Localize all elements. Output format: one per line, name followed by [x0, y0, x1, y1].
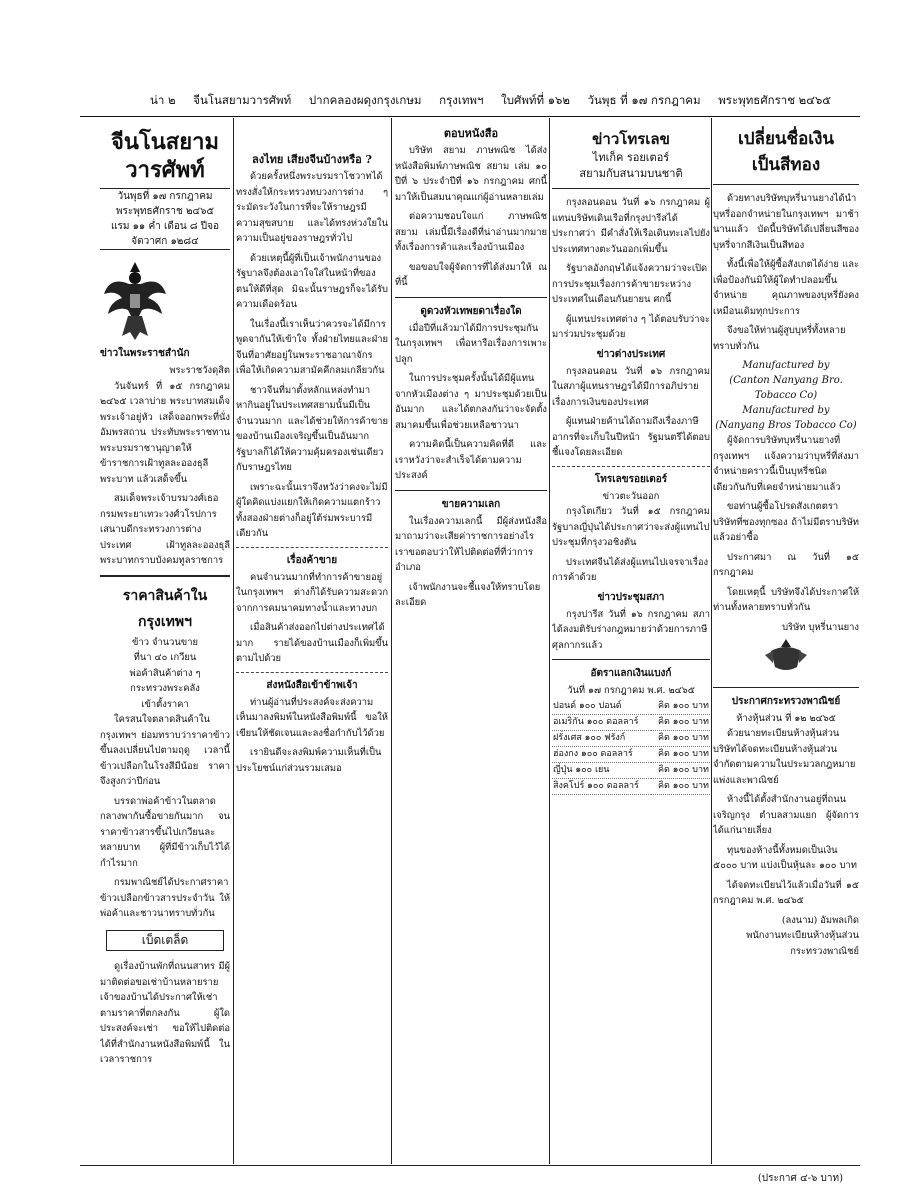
manufacturer-label-2: Manufactured by — [742, 405, 830, 416]
exchange-rate-value: คิด ๑๐๐ บาท — [651, 714, 710, 730]
continued-note: (ประกาศ ๔-๖ บาท) — [757, 1173, 843, 1184]
reply-paragraph: ต่อความชอบใจแก่ ภาษพณิช สยาม เล่มนี้มีเรื่องดีที่น่าอ่านมากมาย ทั้งเรื่องการค้าและเรื่องบ้านเมือง — [395, 211, 547, 253]
exchange-rate-label: ญี่ปุ่น ๑๐๐ เยน — [552, 762, 651, 778]
column-2 — [236, 150, 388, 1164]
ministry-notice-paragraph: ห้างนี้ได้ตั้งสำนักงานอยู่ที่ถนนเจริญกรุง ตำบลสามแยก ผู้จัดการได้แก่นายเลี่ยง — [713, 794, 859, 836]
ad-paragraph: จึงขอให้ท่านผู้สูบบุหรี่ทั้งหลายทราบทั่วกัน — [713, 325, 846, 352]
letters-heading: ส่งหนังสือเข้าข้าพเจ้า — [266, 679, 358, 691]
section-rule — [236, 547, 388, 548]
exchange-rate-row — [552, 730, 710, 746]
column-1 — [100, 120, 230, 1164]
exchange-rate-row — [552, 714, 710, 730]
section-rule — [100, 575, 230, 577]
letters-paragraph: เรายินดีจะลงพิมพ์ความเห็นที่เป็นประโยชน์แก่ส่วนรวมเสมอ — [236, 747, 382, 774]
exchange-rate-label: สิงคโปร์ ๑๐๐ ดอลลาร์ — [552, 778, 651, 794]
notice-box-title: เบ็ดเตล็ด — [106, 930, 224, 952]
paper-name: จีนโนสยามวารศัพท์ — [193, 93, 292, 107]
ministry-notice-paragraph: ด้วยนายทะเบียนห้างหุ้นส่วนบริษัทได้จดทะเบียนห้างหุ้นส่วนจำกัดตามความในประมวลกฎหมายแพ่งและพาณิชย์ — [713, 728, 856, 786]
article-heading-3: ขายความเลก — [441, 498, 501, 510]
dateline: วันพุธที่ ๑๗ กรกฎาคม พระพุทธศักราช ๒๔๖๕ — [115, 191, 215, 217]
lunar-dateline: แรม ๑๑ ค่ำ เดือน ๘ ปีจอ จัตวาศก ๑๒๘๔ — [100, 219, 230, 250]
market-body: ใครสนใจตลาดสินค้าในกรุงเทพฯ ย่อมทราบว่าราคาข้าวขึ้นลงเปลี่ยนไปตามฤดู เวลานี้ข้าวเปลือกในโรงสีมีน้อย ราคาจึงสูงกว่าปีก่อน — [100, 714, 230, 787]
assembly-heading: ข่าวประชุมสภา — [597, 591, 665, 603]
column-4 — [552, 120, 710, 1164]
reply-heading: ตอบหนังสือ — [443, 127, 499, 140]
foreign-news-paragraph: กรุงลอนดอน วันที่ ๑๖ กรกฎาคม ในสภาผู้แทนราษฎรได้มีการอภิปรายเรื่องการเงินของประเทศ — [552, 365, 710, 408]
market-body-3: กรมพาณิชย์ได้ประกาศราคาข้าวเปลือกข้าวสารประจำวัน ให้พ่อค้าและชาวนาทราบทั่วกัน — [100, 877, 230, 919]
signature-title: พนักงานทะเบียนห้างหุ้นส่วน — [746, 930, 859, 941]
court-news-body: วันจันทร์ ที่ ๑๕ กรกฎาคม ๒๔๖๕ เวลาบ่าย พระบาทสมเด็จพระเจ้าอยู่หัว เสด็จออกพระที่นั่งอัมพรสถาน ประทับพระราชทานพระบรมราชานุญาตให้ข้าราชการเฝ้าทูลละอองธุลีพระบาท แล้วเสด็จขึ้น — [100, 380, 230, 485]
ad-paragraph: โดยเหตุนี้ บริษัทจึงได้ประกาศให้ท่านทั้งหลายทราบทั่วกัน — [713, 586, 859, 613]
article-paragraph: เมื่อปีที่แล้วมาได้มีการประชุมกันในกรุงเทพฯ เพื่อหารือเรื่องการเพาะปลูก — [395, 322, 547, 365]
trade-paragraph: คนจำนวนมากที่ทำการค้าขายอยู่ในกรุงเทพฯ ต่างก็ได้รับความสะดวกจากการคมนาคมทางน้ำและทางบก — [236, 571, 388, 614]
editorial-paragraph: ด้วยครั้งหนึ่งพระบรมราโชวาทได้ทรงสั่งให้กระทรวงทบวงการต่าง ๆ ระมัดระวังในการที่จะให้ราษฎรมีความสุขสบาย และได้ทรงห่วงใยในความเป็นอยู่ของราษฎรทั่วไป — [236, 171, 388, 244]
editorial-paragraph: ในเรื่องนี้เราเห็นว่าควรจะได้มีการพูดจากันให้เข้าใจ ทั้งฝ่ายไทยและฝ่ายจีนที่อาศัยอยู่ในพระราชอาณาจักร เพื่อให้เกิดความสามัคคีกลมเกลียวกัน — [236, 318, 388, 376]
section-rule — [713, 184, 859, 185]
column-rule — [711, 118, 712, 1164]
exchange-rate-value: คิด ๑๐๐ บาท — [651, 730, 710, 746]
crest-icon — [761, 635, 811, 675]
reuters-sub: ข่าวตะวันออก — [602, 490, 660, 502]
column-3 — [395, 120, 547, 1164]
exchange-rates-date: วันที่ ๑๗ กรกฎาคม พ.ศ. ๒๔๖๕ — [567, 685, 695, 696]
assembly-paragraph: กรุงปารีส วันที่ ๑๖ กรกฎาคม สภาได้ลงมติรับร่างกฎหมายว่าด้วยการภาษีศุลกากรแล้ว — [552, 608, 710, 651]
exchange-rate-value: คิด ๑๐๐ บาท — [651, 746, 710, 762]
exchange-rate-label: ปอนด์ ๑๐๐ ปอนด์ — [552, 699, 651, 715]
article-paragraph: เจ้าพนักงานจะชี้แจงให้ทราบโดยละเอียด — [395, 581, 541, 608]
section-rule — [552, 466, 710, 467]
telegram-heading: ข่าวโทรเลข — [592, 130, 670, 148]
foreign-news-heading: ข่าวต่างประเทศ — [596, 348, 666, 360]
exchange-rate-row — [552, 762, 710, 778]
section-rule — [395, 297, 547, 298]
manufacturer-name-2: (Nanyang Bros Tobacco Co) — [715, 420, 857, 431]
market-heading: ราคาสินค้าในกรุงเทพฯ — [122, 587, 208, 630]
section-rule — [552, 188, 710, 189]
column-rule — [549, 118, 550, 1164]
reuters-paragraph: ประเทศจีนได้ส่งผู้แทนไปเจรจาเรื่องการค้าด้วย — [552, 556, 709, 583]
crest-block — [713, 635, 859, 681]
section-rule — [236, 672, 388, 673]
column-5 — [713, 120, 859, 1164]
market-line: ข้าว จำนวนขาย — [132, 636, 198, 648]
masthead: จีนโนสยาม วารศัพท์ — [100, 128, 230, 189]
signature-title-2: กระทรวงพาณิชย์ — [790, 945, 859, 957]
reuters-paragraph: กรุงโตเกียว วันที่ ๑๕ กรกฎาคม รัฐบาลญี่ปุ่นได้ประกาศว่าจะส่งผู้แทนไปประชุมที่กรุงวอชิงตัน — [552, 506, 710, 548]
ministry-notice-paragraph: ได้จดทะเบียนไว้แล้วเมื่อวันที่ ๑๕ กรกฎาคม พ.ศ. ๒๔๖๕ — [713, 879, 859, 906]
telegram-paragraph: กรุงลอนดอน วันที่ ๑๖ กรกฎาคม ผู้แทนบริษัทเดินเรือที่กรุงปารีสได้ประกาศว่า มีคำสั่งให้เรือเดินทะเลไปยังประเทศทางตะวันออกเพิ่มขึ้น — [552, 197, 710, 255]
reply-paragraph: บริษัท สยาม ภาษพณิช ได้ส่งหนังสือพิมพ์ภาษพณิช สยาม เล่ม ๑๐ ปีที่ ๖ ประจำปีที่ ๑๖ กรกฎาคม ศกนี้มาให้เป็นสมนาคุณแก่ผู้อ่านหลายเล่ม — [395, 145, 547, 203]
market-body-2: บรรดาพ่อค้าข้าวในตลาดกลางพากันซื้อขายกันมาก จนราคาข้าวสารขึ้นไปเกวียนละหลายบาท ผู้ที่มีข้าวเก็บไว้ได้กำไรมาก — [100, 795, 230, 869]
notice-body: ดูเรื่องบ้านพักที่ถนนสาทร มีผู้มาติดต่อขอเช่าบ้านหลายราย เจ้าของบ้านได้ประกาศให้เช่าตามราคาที่ตกลงกัน ผู้ใดประสงค์จะเช่า ขอให้ไปติดต่อได้ที่สำนักงานหนังสือพิมพ์นี้ ในเวลาราชการ — [100, 961, 230, 1065]
garuda-emblem-icon — [100, 254, 170, 344]
exchange-rate-label: อเมริกัน ๑๐๐ ดอลลาร์ — [552, 714, 651, 730]
editorial-heading: ลงไทย เสียงจีนบ้างหรือ ? — [252, 153, 372, 166]
page-number: น่า ๒ — [150, 93, 176, 107]
signature: (ลงนาม) อัมพลเกิด — [781, 914, 859, 926]
section-rule — [552, 659, 710, 660]
ad-heading-2: เป็นสีทอง — [751, 155, 821, 175]
editorial-paragraph: ชาวจีนที่มาตั้งหลักแหล่งทำมาหากินอยู่ในประเทศสยามนั้นมีเป็นจำนวนมาก และได้ช่วยให้การค้าขายของบ้านเมืองเจริญขึ้นเป็นอันมาก รัฐบาลก็ได้ให้ความคุ้มครองเช่นเดียวกับราษฎรไทย — [236, 384, 388, 473]
exchange-rate-row — [552, 699, 710, 715]
article-paragraph: ในเรื่องความเลกนี้ มีผู้ส่งหนังสือมาถามว่าจะเสียค่าราชการอย่างไร เราขอตอบว่าให้ไปติดต่อที่ที่ว่าการอำเภอ — [395, 515, 547, 573]
ad-paragraph: ผู้จัดการบริษัทบุหรี่นานยางที่กรุงเทพฯ แจ้งความว่าบุหรี่ที่ส่งมาจำหน่ายคราวนี้เป็นบุหรี่ชนิดเดียวกันกับที่เคยจำหน่ายมาแล้ว — [713, 435, 859, 493]
exchange-rate-row — [552, 746, 710, 762]
exchange-rate-value: คิด ๑๐๐ บาท — [651, 699, 710, 715]
column-rule — [233, 118, 234, 1164]
reply-paragraph: ขอขอบใจผู้จัดการที่ได้ส่งมาให้ ณ ที่นี้ — [395, 261, 547, 288]
market-line: กระทรวงพระคลัง — [130, 683, 200, 694]
telegram-agency-2: สยามกับสนามบนชาติ — [579, 167, 683, 180]
column-rule — [391, 118, 392, 1164]
office-address: ปากคลองผดุงกรุงเกษม — [308, 93, 422, 107]
editorial-paragraph: ด้วยเหตุนี้ผู้ที่เป็นเจ้าพนักงานของรัฐบาลจึงต้องเอาใจใส่ในหน้าที่ของตนให้ดีที่สุด มิฉะนั้นราษฎรก็จะได้รับความเดือดร้อน — [236, 252, 388, 310]
manufacturer-label: Manufactured by — [742, 360, 830, 371]
issue-number: ใบศัพท์ที่ ๑๖๒ — [501, 93, 570, 107]
court-news-heading: ข่าวในพระราชสำนัก — [100, 348, 190, 359]
telegram-paragraph: รัฐบาลอังกฤษได้แจ้งความว่าจะเปิดการประชุมเรื่องการค้าขายระหว่างประเทศในเดือนกันยายน ศกนี้ — [552, 263, 708, 305]
market-line: พ่อค้าสินค้าต่าง ๆ — [129, 667, 201, 679]
article-paragraph: ในการประชุมครั้งนั้นได้มีผู้แทนจากหัวเมืองต่าง ๆ มาประชุมด้วยเป็นอันมาก และได้ตกลงกันว่าจะจัดตั้งสมาคมขึ้นเพื่อช่วยเหลือชาวนา — [395, 373, 547, 431]
section-rule — [395, 490, 547, 491]
exchange-rates-heading: อัตราแลกเงินแบงก์ — [590, 668, 672, 679]
exchange-rate-row — [552, 778, 710, 794]
section-rule — [713, 687, 859, 688]
emblem-block — [100, 254, 230, 344]
ad-heading: เปลี่ยนชื่อเงิน — [737, 129, 835, 149]
trade-heading: เรื่องค้าขาย — [286, 554, 338, 566]
ad-paragraph: ประกาศมา ณ วันที่ ๑๕ กรกฎาคม — [713, 551, 859, 578]
trade-paragraph: เมื่อสินค้าส่งออกไปต่างประเทศได้มาก รายได้ของบ้านเมืองก็เพิ่มขึ้นตามไปด้วย — [236, 622, 388, 664]
exchange-rates-table — [552, 699, 710, 795]
company-signature: บริษัท บุหรี่นานยาง — [782, 621, 859, 633]
reuters-heading: โทรเลขรอยเตอร์ — [594, 473, 668, 485]
ministry-notice-sub: ห้างหุ้นส่วน ที่ ๑๒ ๒๔๖๕ — [736, 712, 836, 724]
manufacturer-name: (Canton Nanyang Bro. Tobacco Co) — [729, 375, 843, 401]
exchange-rate-label: ฮ่องกง ๑๐๐ ดอลลาร์ — [552, 746, 651, 762]
running-header — [150, 92, 840, 112]
ad-paragraph: ด้วยทางบริษัทบุหรี่นานยางได้นำบุหรี่ออกจำหน่ายในกรุงเทพฯ มาช้านานแล้ว บัดนี้บริษัทได้เปลี่ยนสีซองบุหรี่จากสีเงินเป็นสีทอง — [713, 193, 859, 251]
article-heading: ดูดวงหัวเทพยดาเรื่องใด — [420, 305, 522, 317]
header-year: พระพุทธศักราช ๒๔๖๕ — [718, 93, 831, 107]
exchange-rate-value: คิด ๑๐๐ บาท — [651, 778, 710, 794]
telegram-agency: ไทเก็ค รอยเตอร์ — [592, 151, 670, 164]
telegram-paragraph: ผู้แทนประเทศต่าง ๆ ได้ตอบรับว่าจะมาร่วมประชุมด้วย — [552, 313, 710, 340]
court-news-sub: พระราชวังดุสิต — [169, 365, 230, 376]
bottom-rule — [80, 1165, 860, 1166]
header-rule — [80, 116, 860, 117]
ministry-notice-paragraph: ทุนของห้างนี้ทั้งหมดเป็นเงิน ๕๐๐๐ บาท แบ่งเป็นหุ้นละ ๑๐๐ บาท — [713, 844, 857, 871]
ad-paragraph: ทั้งนี้เพื่อให้ผู้ซื้อสังเกตได้ง่าย และเพื่อป้องกันมิให้ผู้ใดทำปลอมขึ้นจำหน่าย คุณภาพของบุหรี่ยังคงเหมือนเดิมทุกประการ — [713, 259, 859, 317]
market-line: เข้าตั้งราคา — [141, 698, 189, 710]
city: กรุงเทพฯ — [439, 93, 484, 107]
exchange-rate-label: ฝรั่งเศส ๑๐๐ ฟรังก์ — [552, 730, 651, 746]
article-paragraph: ความคิดนี้เป็นความคิดที่ดี และเราหวังว่าจะสำเร็จได้ตามความประสงค์ — [395, 439, 547, 481]
market-line: ที่นา ๔๐ เกวียน — [133, 652, 197, 663]
ministry-notice-heading: ประกาศกระทรวงพาณิชย์ — [731, 695, 841, 707]
ad-paragraph: ขอท่านผู้ซื้อโปรดสังเกตตราบริษัทที่ซองทุกซอง ถ้าไม่มีตราบริษัทแล้วอย่าซื้อ — [713, 501, 859, 543]
court-news-body-2: สมเด็จพระเจ้าบรมวงศ์เธอ กรมพระยาเทวะวงศ์วโรปการ เสนาบดีกระทรวงการต่างประเทศ เฝ้าทูลละอองธุลีพระบาทกราบบังคมทูลราชการ — [100, 493, 230, 566]
foreign-news-paragraph: ผู้แทนฝ่ายค้านได้ถามถึงเรื่องภาษีอากรที่จะเก็บในปีหน้า รัฐมนตรีได้ตอบชี้แจงโดยละเอียด — [552, 416, 710, 458]
header-date: วันพุธ ที่ ๑๗ กรกฎาคม — [587, 93, 701, 107]
exchange-rate-value: คิด ๑๐๐ บาท — [651, 762, 710, 778]
letters-paragraph: ท่านผู้อ่านที่ประสงค์จะส่งความเห็นมาลงพิมพ์ในหนังสือพิมพ์นี้ ขอให้เขียนให้ชัดเจนและลงชื่อกำกับไว้ด้วย — [236, 696, 388, 739]
editorial-paragraph: เพราะฉะนั้นเราจึงหวังว่าคงจะไม่มีผู้ใดคิดแบ่งแยกให้เกิดความแตกร้าว ทั้งสองฝ่ายต่างก็อยู่ใต้ร่มพระบารมีเดียวกัน — [236, 481, 388, 539]
